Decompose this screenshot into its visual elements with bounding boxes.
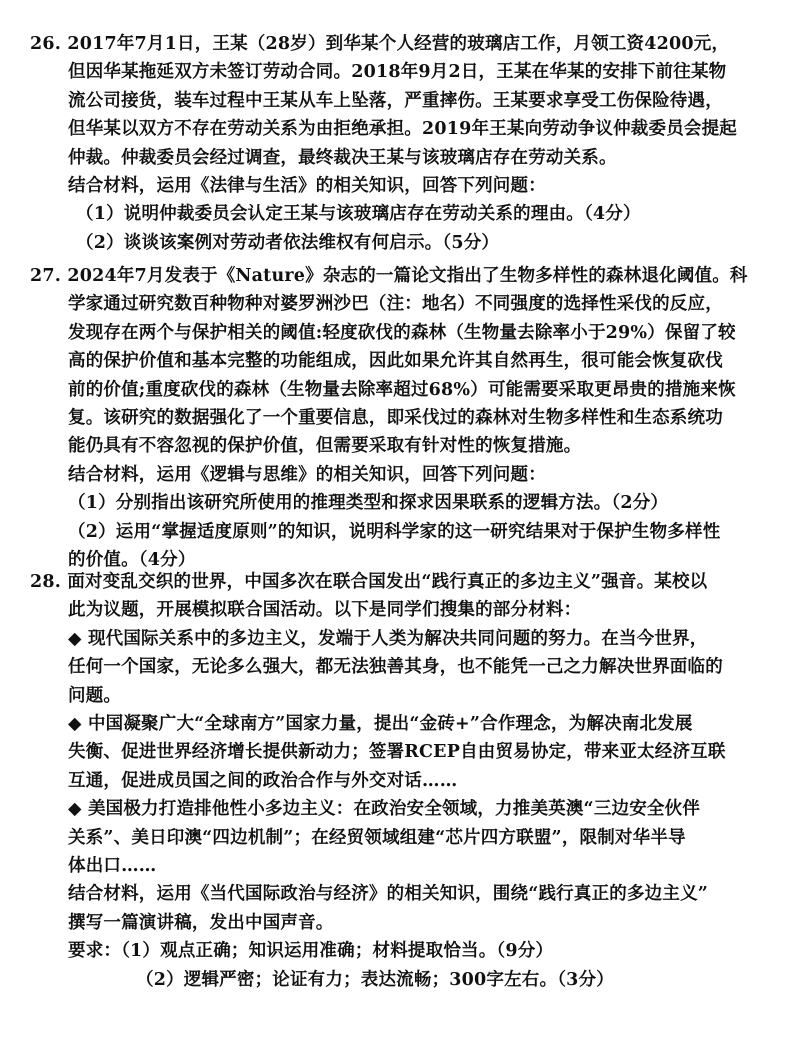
q27-line: 学家通过研究数百种物种对婆罗洲沙巴（注：地名）不同强度的选择性采伐的反应， [68,294,723,315]
q26-line: 但华某以双方不存在劳动关系为由拒绝承担。2019年王某向劳动争议仲裁委员会提起 [68,119,738,140]
q28-line: 失衡、促进世界经济增长提供新动力；签署RCEP自由贸易协定，带来亚太经济互联 [68,742,726,763]
q26-line: 26. 2017年7月1日，王某（28岁）到华某个人经营的玻璃店工作，月领工资4200元， [30,34,730,54]
q28-line: 此为议题，开展模拟联合国活动。以下是同学们搜集的部分材料： [68,600,582,621]
q28-line: 撰写一篇演讲稿，发出中国声音。 [68,912,334,933]
q27-subquestion-1: （1）分别指出该研究所使用的推理类型和探求因果联系的逻辑方法。（2分） [68,493,669,514]
question-27 [30,262,778,574]
q28-requirements-2: （2）逻辑严密；论证有力；表达流畅；300字左右。（3分） [136,969,614,990]
q28-bullet-1: ◆ 现代国际关系中的多边主义，发端于人类为解决共同问题的努力。在当今世界， [68,628,708,649]
q28-line: 结合材料，运用《当代国际政治与经济》的相关知识，围绕“践行真正的多边主义” [68,884,709,905]
q26-subquestion-2: （2）谈谈该案例对劳动者依法维权有何启示。（5分） [76,232,500,253]
q28-line: 互通，促进成员国之间的政治合作与外交对话…… [68,770,458,791]
q28-line: 体出口…… [68,856,157,877]
q27-line: 高的保护价值和基本完整的功能组成，因此如果允许其自然再生，很可能会恢复砍伐 [68,351,723,372]
q28-bullet-2: ◆ 中国凝聚广大“全球南方”国家力量，提出“金砖+”合作理念，为解决南北发展 [68,714,693,735]
q27-subquestion-2: （2）运用“掌握适度原则”的知识，说明科学家的这一研究结果对于保护生物多样性 [68,521,721,542]
q27-line: 复。该研究的数据强化了一个重要信息，即采伐过的森林对生物多样性和生态系统功 [68,408,723,429]
q26-line: 但因华某拖延双方未签订劳动合同。2018年9月2日，王某在华某的安排下前往某物 [68,62,727,83]
q26-line: 结合材料，运用《法律与生活》的相关知识，回答下列问题： [68,176,546,197]
q28-bullet-3: ◆ 美国极力打造排他性小多边主义：在政治安全领域，力推美英澳“三边安全伙伴 [68,799,701,820]
q28-line: 28. 面对变乱交织的世界，中国多次在联合国发出“践行真正的多边主义”强音。某校以 [30,572,708,592]
q26-line: 仲裁。仲裁委员会经过调查，最终裁决王某与该玻璃店存在劳动关系。 [68,147,617,168]
q28-line: 问题。 [68,685,122,706]
q28-requirements-1: 要求：（1）观点正确；知识运用准确；材料提取恰当。（9分） [68,941,554,962]
question-26 [30,30,778,257]
q27-line: 前的价值;重度砍伐的森林（生物量去除率超过68%）可能需要采取更昂贵的措施来恢 [68,379,736,400]
q28-line: 任何一个国家，无论多么强大，都无法独善其身，也不能凭一己之力解决世界面临的 [68,657,723,678]
q27-line: 发现存在两个与保护相关的阈值:轻度砍伐的森林（生物量去除率小于29%）保留了较 [68,322,736,343]
q27-line: 能仍具有不容忽视的保护价值，但需要采取有针对性的恢复措施。 [68,436,582,457]
q27-line: 结合材料，运用《逻辑与思维》的相关知识，回答下列问题： [68,464,546,485]
q27-line: 27. 2024年7月发表于《Nature》杂志的一篇论文指出了生物多样性的森林退化阈值。科 [30,266,748,286]
q26-line: 流公司接货，装车过程中王某从车上坠落，严重摔伤。王某要求享受工伤保险待遇， [68,90,723,111]
q27-line: 的价值。（4分） [68,550,196,571]
q26-subquestion-1: （1）说明仲裁委员会认定王某与该玻璃店存在劳动关系的理由。（4分） [76,204,641,225]
question-28 [30,568,778,994]
q28-line: 关系”、美日印澳“四边机制”；在经贸领域组建“芯片四方联盟”，限制对华半导 [68,827,686,848]
